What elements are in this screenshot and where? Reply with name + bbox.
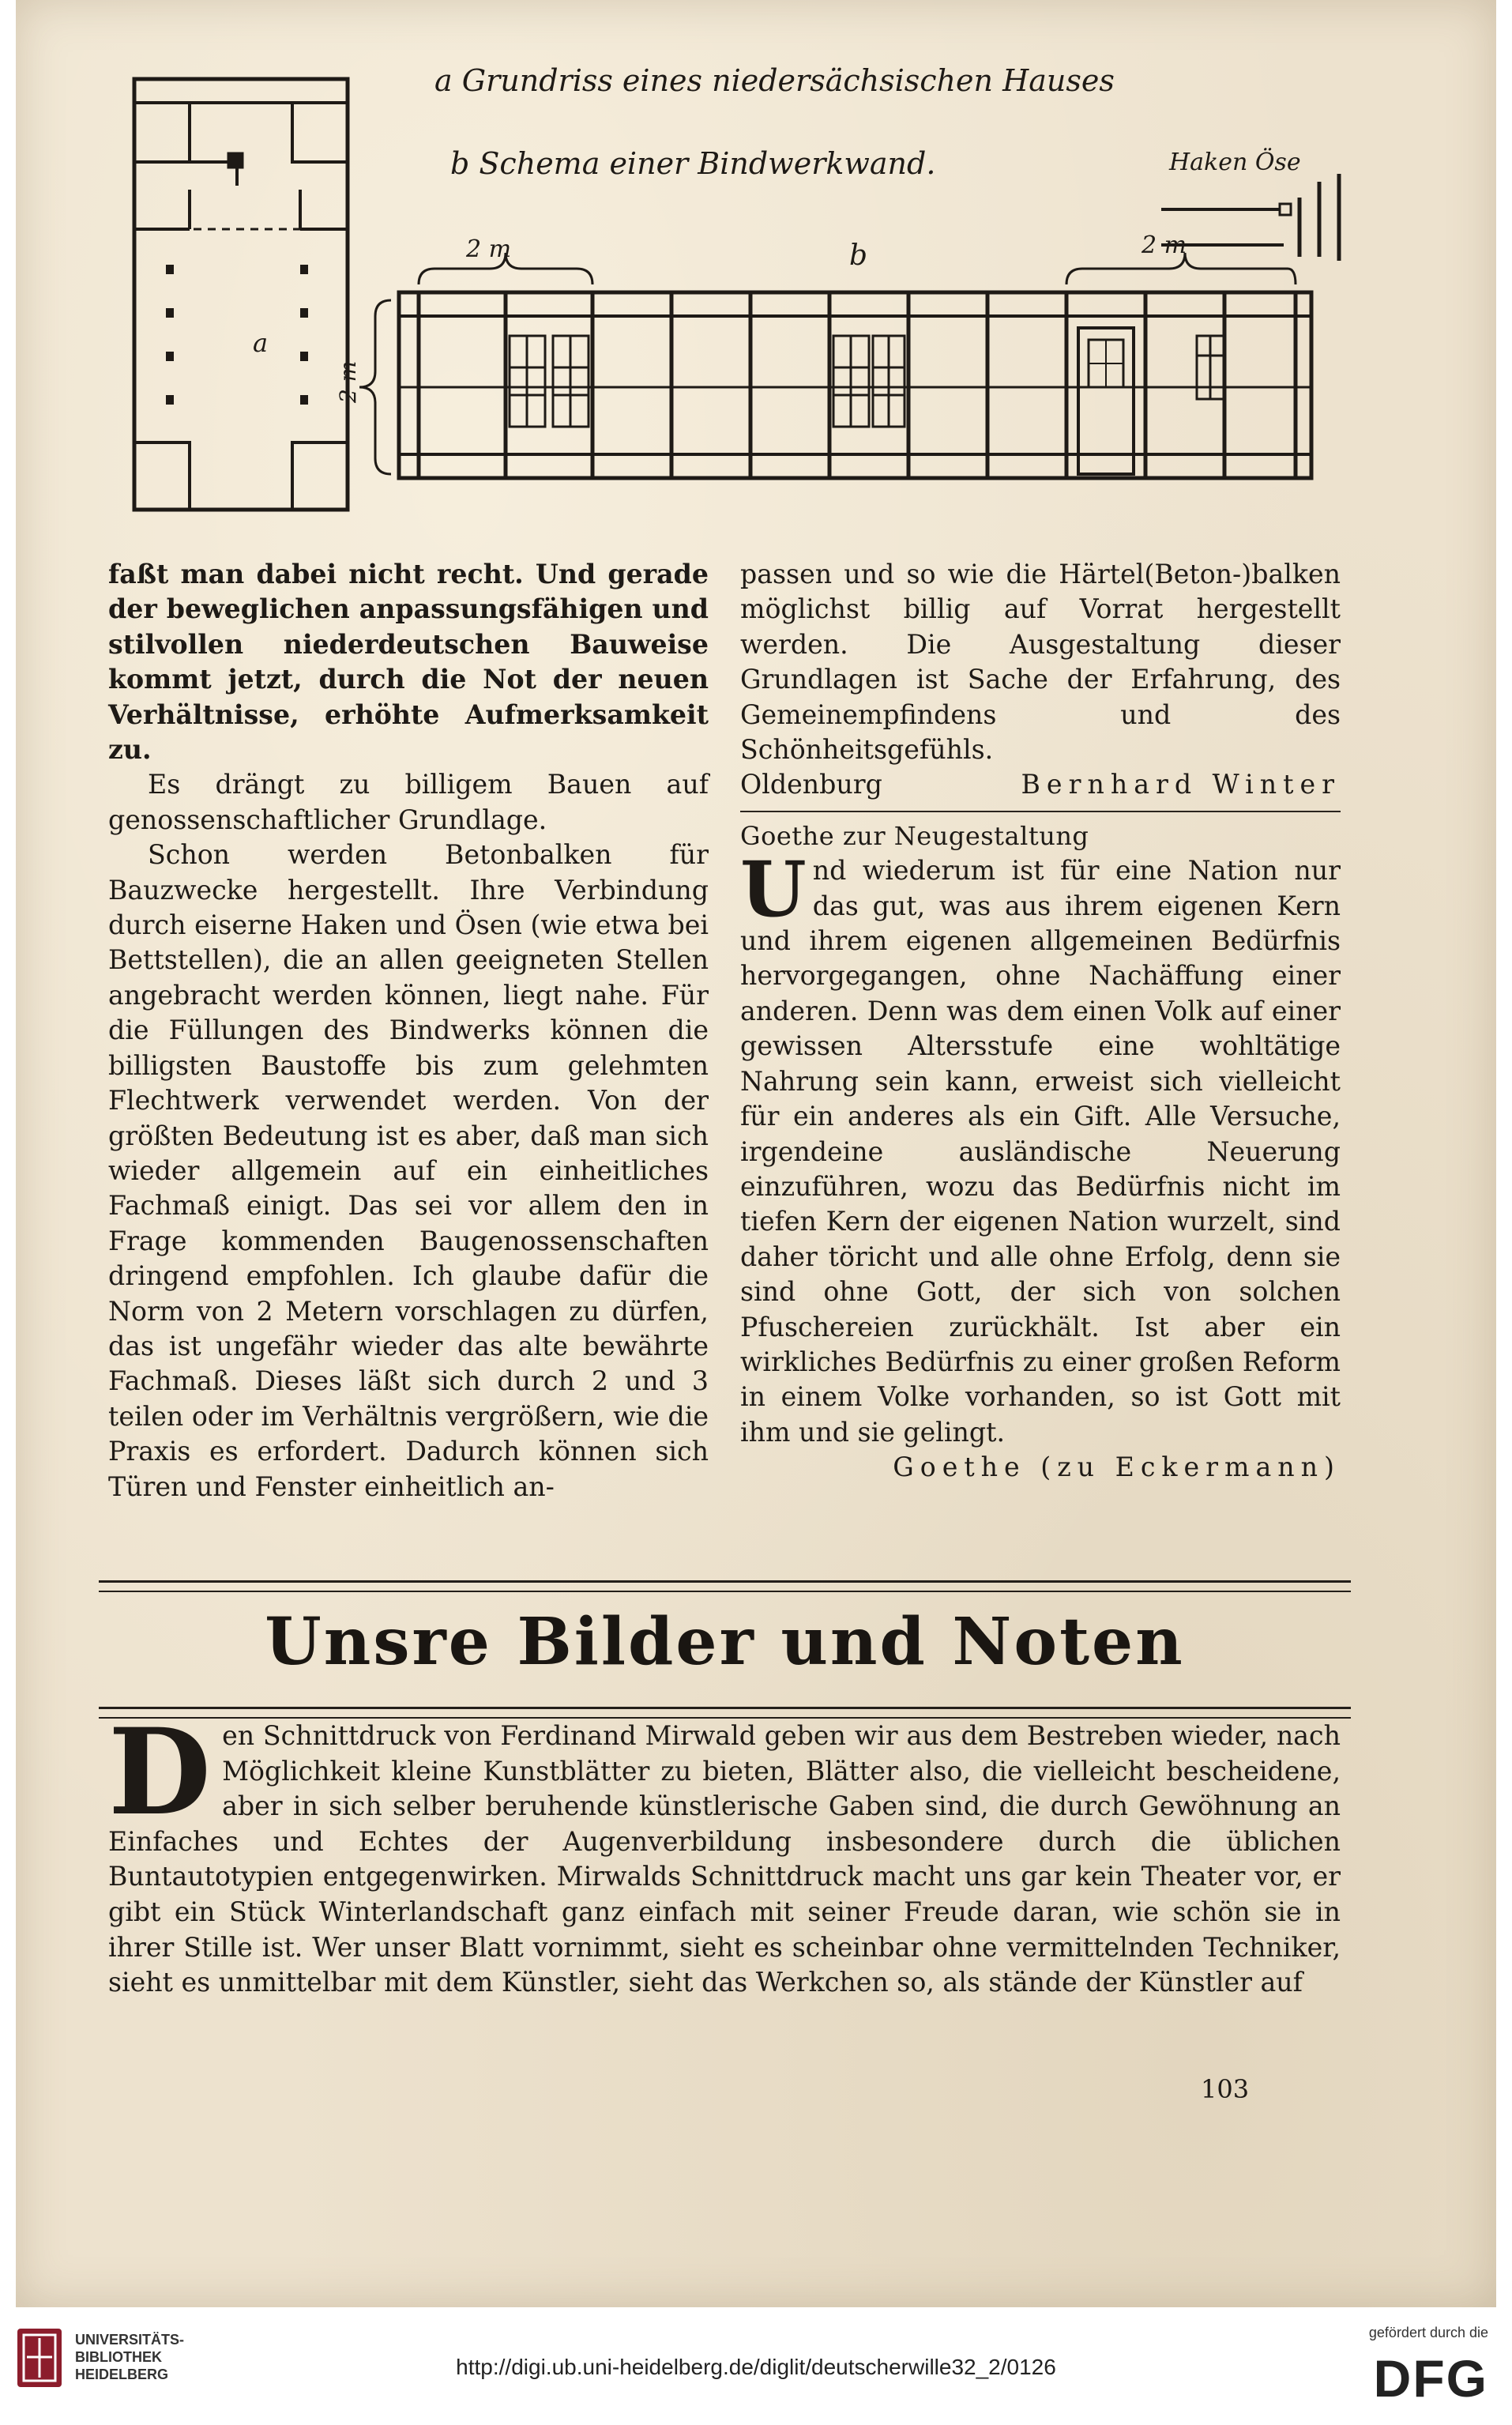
goethe-quote-text: nd wiederum ist für eine Nation nur das gut, was aus ihrem eigenen Kern und ihrem eigenen allgemeinen Bedürfnis hervorgegangen, ohne Nachäffung einer anderen. Denn was dem einen Volk auf einer gewissen Altersstufe eine wohltätige Nahrung sein kann, erweist sich vielleicht für ein anderes als ein Gift. Alle Versuche, irgendeine ausländische Neuerung einzuführen, wozu das Bedürfnis nicht im tiefen Kern der eigenen Nation wurzelt, sind daher töricht und alle ohne Erfolg, denn sie sind ohne Gott, der sich von solchen Pfuschereien zurückhält. Ist aber ein wirkliches Bedürfnis zu einer großen Reform in einem Volke vorhanden, so ist Gott mit ihm und sie gelingt. xyxy=(740,855,1341,1448)
section-dropcap: D xyxy=(108,1703,212,1842)
goethe-dropcap: U xyxy=(740,845,807,935)
scanned-page xyxy=(16,0,1496,2307)
left-paragraph-1: faßt man dabei nicht recht. Und gerade der beweglichen anpassungsfähigen und stilvollen niederdeutschen Bauweise kommt jetzt, durch die Not der neuen Verhältnisse, erhöhte Aufmerksamkeit zu. xyxy=(108,559,709,766)
label-haken-oese: Haken Öse xyxy=(1169,149,1301,176)
label-a: a xyxy=(253,328,269,358)
heading-rule-top xyxy=(99,1580,1351,1592)
source-url[interactable]: http://digi.ub.uni-heidelberg.de/diglit/deutscherwille32_2/0126 xyxy=(456,2355,1056,2379)
goethe-signature: Goethe (zu Eckermann) xyxy=(893,1452,1341,1483)
signature-place: Oldenburg xyxy=(740,769,882,800)
library-name-line-3: HEIDELBERG xyxy=(75,2367,169,2382)
right-column xyxy=(740,557,1341,1486)
funding-note: gefördert durch die xyxy=(1368,2325,1488,2340)
caption-a: a Grundriss eines niedersächsischen Hauses xyxy=(434,63,1115,98)
dfg-logo: DFG xyxy=(1373,2349,1488,2408)
library-name-line-2: BIBLIOTHEK xyxy=(75,2349,162,2365)
label-b: b xyxy=(849,239,868,272)
caption-b: b Schema einer Bindwerkwand. xyxy=(450,146,936,181)
library-footer xyxy=(0,2307,1512,2425)
library-name-line-1: UNIVERSITÄTS- xyxy=(75,2332,185,2348)
page-number: 103 xyxy=(1201,2074,1250,2104)
section-heading: Unsre Bilder und Noten xyxy=(265,1604,1185,1680)
right-paragraph-1: passen und so wie die Härtel(Beton-)balken möglichst billig auf Vorrat hergestellt werden. Die Ausgestaltung dieser Grundlagen ist Sache der Erfahrung, des Gemeinempfindens und des Schönheitsgefühls. xyxy=(740,559,1341,766)
dim-left: 2 m xyxy=(466,235,512,263)
section-body xyxy=(108,1703,1341,2001)
signature-author: Bernhard Winter xyxy=(1021,769,1341,800)
sketch-drawing xyxy=(118,55,1351,529)
left-paragraph-3: Schon werden Betonbalken für Bauzwecke hergestellt. Ihre Verbindung durch eiserne Haken und Ösen (wie etwa bei Bettstellen), die an allen geeigneten Stellen angebracht werden können, liegt nahe. Für die Füllungen des Bindwerks können die billigsten Baustoffe bis zum gelehmten Flechtwerk verwendet werden. Von der größten Bedeutung ist es aber, daß man sich wieder allgemein auf ein einheitliches Fachmaß einigt. Das sei vor allem den in Frage kommenden Baugenossenschaften dringend empfohlen. Ich glaube dafür die Norm von 2 Metern vorschlagen zu dürfen, das ist ungefähr wieder das alte bewährte Fachmaß. Dieses läßt sich durch 2 und 3 teilen oder im Verhältnis vergrößern, wie die Praxis es erfordert. Dadurch können sich Türen und Fenster einheitlich an- xyxy=(108,839,709,1502)
section-divider xyxy=(740,811,1341,812)
dim-right: 2 m xyxy=(1142,232,1187,259)
heading-rule-bottom xyxy=(99,1707,1351,1719)
floor-plan-outline xyxy=(134,79,348,510)
section-body-text: en Schnittdruck von Ferdinand Mirwald geben wir aus dem Bestreben wieder, nach Möglichkeit kleine Kunstblätter zu bieten, Blätter also, die vielleicht bescheidene, aber in sich selber beruhende künstlerische Gaben sind, die durch Gewöhnung an Einfaches und Echtes der Augenverbildung insbesondere durch die üblichen Buntautotypien entgegenwirken. Mirwalds Schnittdruck macht uns gar kein Theater vor, er gibt ein Stück Winterlandschaft ganz einfach mit seiner Freude daran, wie schön sie in ihrer Stille ist. Wer unser Blatt vornimmt, sieht es scheinbar ohne vermittelnden Techniker, sieht es unmittelbar mit dem Künstler, sieht das Werkchen so, als stände der Künstler auf xyxy=(108,1720,1341,1998)
article-signature xyxy=(740,767,1341,802)
left-column xyxy=(108,557,709,1504)
left-paragraph-2: Es drängt zu billigem Bauen auf genossenschaftlicher Grundlage. xyxy=(108,769,709,835)
architectural-sketch xyxy=(118,55,1351,529)
goethe-title: Goethe zur Neugestaltung xyxy=(740,820,1089,851)
goethe-quote xyxy=(740,845,1341,1450)
dim-vertical: 2 m xyxy=(335,360,361,403)
